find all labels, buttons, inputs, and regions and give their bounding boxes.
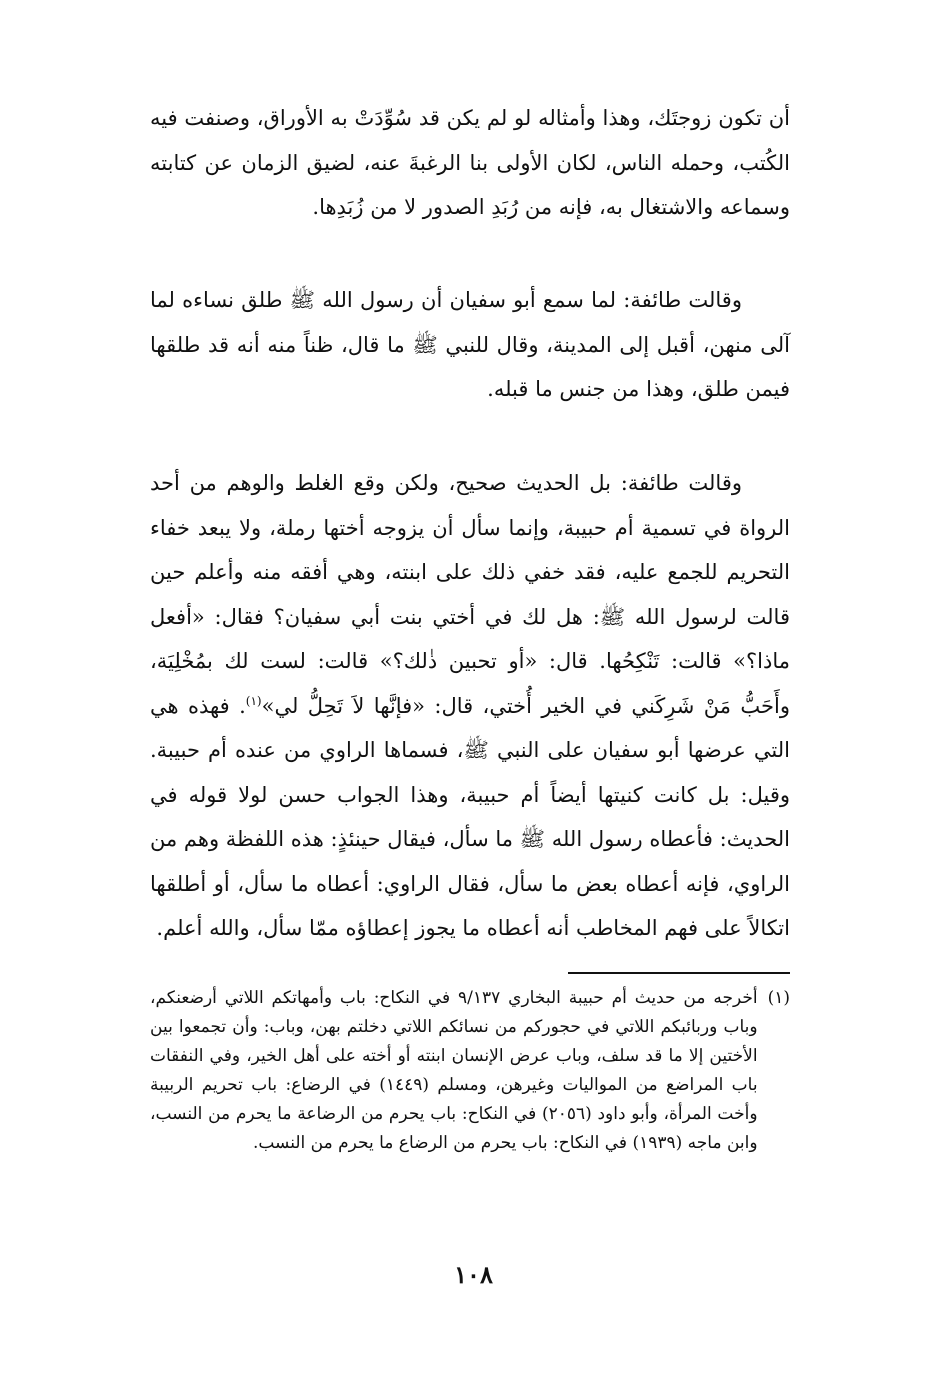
footnote-mark: (١) xyxy=(767,988,790,1008)
paragraph-3 xyxy=(150,461,790,951)
footnote-reference: (١) xyxy=(245,693,262,708)
paragraph-3-part-1: وقالت طائفة: بل الحديث صحيح، ولكن وقع الغلط والوهم من أحد الرواة في تسمية أم حبيبة، وإنما سأل أن يزوجه أختها رملة، ولا يبعد خفاء التحريم للجمع عليه، فقد خفي ذلك على ابنته، وهي أفقه منه وأعلم حين قالت لرسول الله ﷺ: هل لك في أختي بنت أبي سفيان؟ فقال: «أفعل ماذا؟» قالت: تَنْكِحُها. قال: «أو تحبين ذٰلك؟» قالت: لست لك بمُخْلِيَة، وأَحَبُّ مَنْ شَرِكَني في الخير أُختي، قال: «فإنَّها لاَ تَحِلُّ لي» xyxy=(150,471,790,718)
paragraph-2: وقالت طائفة: لما سمع أبو سفيان أن رسول الله ﷺ طلق نساءه لما آلى منهن، أقبل إلى المدينة، وقال للنبي ﷺ ما قال، ظناً منه أنه قد طلقها فيمن طلق، وهذا من جنس ما قبله. xyxy=(150,288,790,401)
footnote-text: أخرجه من حديث أم حبيبة البخاري ٩/١٣٧ في النكاح: باب وأمهاتكم اللاتي أرضعنكم، وباب وربائبكم اللاتي في حجوركم من نسائكم اللاتي دخلتم بهن، وباب: وأن تجمعوا بين الأختين إلا ما قد سلف، وباب عرض الإنسان ابنته أو أخته على أهل الخير، وفي النفقات باب المراضع من المواليات وغيرهن، ومسلم (١٤٤٩) في الرضاع: باب تحريم الربيبة وأخت المرأة، وأبو داود (٢٠٥٦) في النكاح: باب يحرم من الرضاعة ما يحرم من النسب، وابن ماجه (١٩٣٩) في النكاح: باب يحرم من الرضاع ما يحرم من النسب. xyxy=(150,988,758,1153)
paragraph-1: أن تكون زوجتَك، وهذا وأمثاله لو لم يكن قد سُوِّدَتْ به الأوراق، وصنفت فيه الكُتب، وحمله الناس، لكان الأولى بنا الرغبةَ عنه، لضيق الزمان عن كتابته وسماعه والاشتغال به، فإنه من رُبَدِ الصدور لا من زُبَدِها. xyxy=(150,106,790,219)
footnote xyxy=(150,984,790,1158)
paragraph-3-part-2: . فهذه هي التي عرضها أبو سفيان على النبي ﷺ، فسماها الراوي من عنده أم حبيبة. وقيل: بل كانت كنيتها أيضاً أم حبيبة، وهذا الجواب حسن لولا قوله في الحديث: فأعطاه رسول الله ﷺ ما سأل، فيقال حينئذٍ: هذه اللفظة وهم من الراوي، فإنه أعطاه بعض ما سأل، فقال الراوي: أعطاه ما سأل، أو أطلقها اتكالاً على فهم المخاطب أنه أعطاه ما يجوز إعطاؤه ممّا سأل، والله أعلم. xyxy=(150,693,790,940)
page-number: ١٠٨ xyxy=(454,1260,493,1289)
footnote-divider xyxy=(568,972,790,974)
